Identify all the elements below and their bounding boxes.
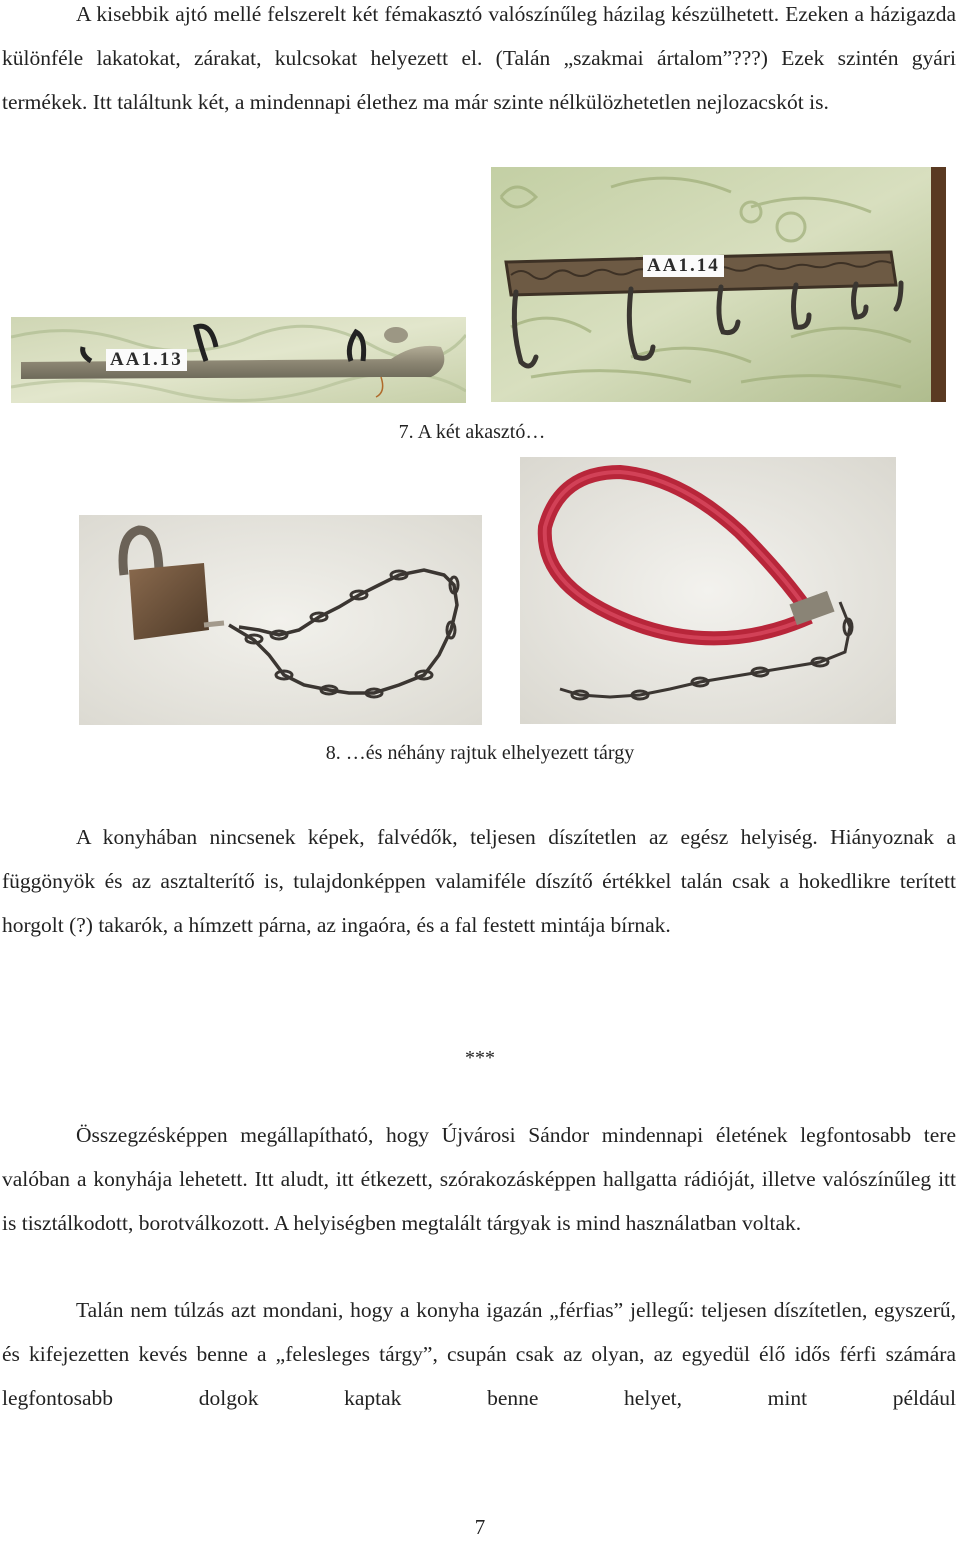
photo-padlock-chain: [79, 515, 482, 725]
inventory-label-small: AA1.13: [106, 349, 187, 371]
photo-small-hook-rack: [11, 317, 466, 403]
photo-cable-lock-chain: [520, 457, 896, 724]
inventory-label-large: AA1.14: [643, 255, 724, 277]
paragraph-summary: Összegzésképpen megállapítható, hogy Újvárosi Sándor mindennapi életének legfontosabb tere valóban a konyhája lehetett. Itt aludt, itt étkezett, szórakozásképpen hallgatta rádióját, illetve valószínűleg itt is tisztálkodott, borotválkozott. A helyiségben megtalált tárgyak is mind használatban voltak.: [2, 1123, 956, 1235]
photo-large-hook-rack: [491, 167, 946, 402]
paragraph-hooks-intro: A kisebbik ajtó mellé felszerelt két fémakasztó valószínűleg házilag készülhetett. Ezeken a házigazda különféle lakatokat, zárakat, kulcsokat helyezett el. (Talán „szakmai ártalom”???) Ezek szintén gyári termékek. Itt találtunk két, a mindennapi élethez ma már szinte nélkülözhetetlen nejlozacskót is.: [2, 2, 956, 114]
paragraph-kitchen-decor: A konyhában nincsenek képek, falvédők, teljesen díszítetlen az egész helyiség. Hiányoznak a függönyök és az asztalterítő is, tulajdonképpen valamiféle díszítő értékkel talán csak a hokedlikre terített horgolt (?) takarók, a hímzett párna, az ingaóra, és a fal festett mintája bírnak.: [2, 825, 956, 937]
figure-caption-7: 7. A két akasztó…: [398, 421, 546, 443]
paragraph-masculine-kitchen: Talán nem túlzás azt mondani, hogy a konyha igazán „férfias” jellegű: teljesen díszítetlen, egyszerű, és kifejezetten kevés benne a „felesleges tárgy”, csupán csak az olyan, az egyedül élő idős férfi számára legfontosabb dolgok kaptak benne helyet, mint például: [2, 1298, 956, 1410]
page-number: 7: [474, 1515, 486, 1539]
figure-caption-8: 8. …és néhány rajtuk elhelyezett tárgy: [325, 742, 635, 764]
section-separator: ***: [465, 1047, 495, 1069]
